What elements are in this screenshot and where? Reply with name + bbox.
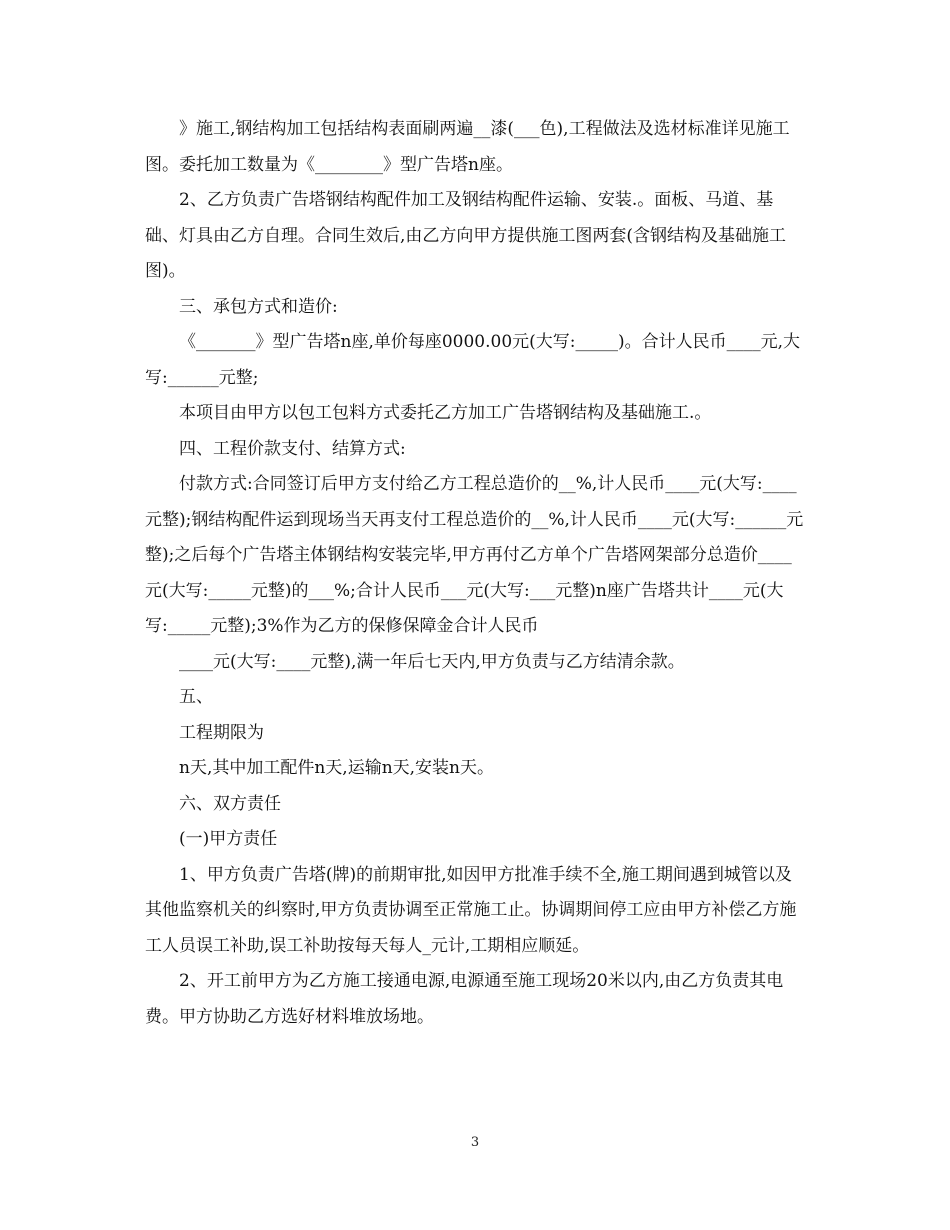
section-heading: 三、承包方式和造价: xyxy=(179,296,338,317)
paragraph: ____元(大写:____元整),满一年后七天内,甲方负责与乙方结清余款。 xyxy=(179,651,685,672)
paragraph: 付款方式:合同签订后甲方支付给乙方工程总造价的__%,计人民币____元(大写:____元整);钢结构配件运到现场当天再支付工程总造价的__%,计人民币____元(大写:______元整);之后每个广告塔主体钢结构安装完毕,甲方再付乙方单个广告塔网架部分总造价____元(大写:_____元整)的___%;合计人民币___元(大写:___元整)n座广告塔共计____元(大写:_____元整);3%作为乙方的保修保障金合计人民币 xyxy=(145,474,804,636)
subsection-heading: (一)甲方责任 xyxy=(179,829,278,849)
paragraph: 2、开工前甲方为乙方施工接通电源,电源通至施工现场20米以内,由乙方负责其电费。甲方协助乙方选好材料堆放场地。 xyxy=(145,971,784,1027)
paragraph: 1、甲方负责广告塔(牌)的前期审批,如因甲方批准手续不全,施工期间遇到城管以及其他监察机关的纠察时,甲方负责协调至正常施工止。协调期间停工应由甲方补偿乙方施工人员误工补助,误工补助按每天每人_元计,工期相应顺延。 xyxy=(145,864,797,956)
section-heading: 五、 xyxy=(179,687,213,707)
section-heading: 四、工程价款支付、结算方式: xyxy=(179,438,406,459)
paragraph: 工程期限为 xyxy=(179,722,264,743)
paragraph: 《_______》型广告塔n座,单价每座0000.00元(大写:_____)。合计人民币____元,大写:______元整; xyxy=(145,332,801,388)
paragraph: 2、乙方负责广告塔钢结构配件加工及钢结构配件运输、安装.。面板、马道、基础、灯具由乙方自理。合同生效后,由乙方向甲方提供施工图两套(含钢结构及基础施工图)。 xyxy=(145,190,787,281)
document-body xyxy=(145,112,805,1035)
paragraph: 》施工,钢结构加工包括结构表面刷两遍__漆(___色),工程做法及选材标准详见施工图。委托加工数量为《________》型广告塔n座。 xyxy=(145,119,790,175)
paragraph: n天,其中加工配件n天,运输n天,安装n天。 xyxy=(179,758,495,778)
page-number: 3 xyxy=(470,1135,480,1150)
section-heading: 六、双方责任 xyxy=(179,793,281,814)
paragraph: 本项目由甲方以包工包料方式委托乙方加工广告塔钢结构及基础施工.。 xyxy=(179,403,712,423)
